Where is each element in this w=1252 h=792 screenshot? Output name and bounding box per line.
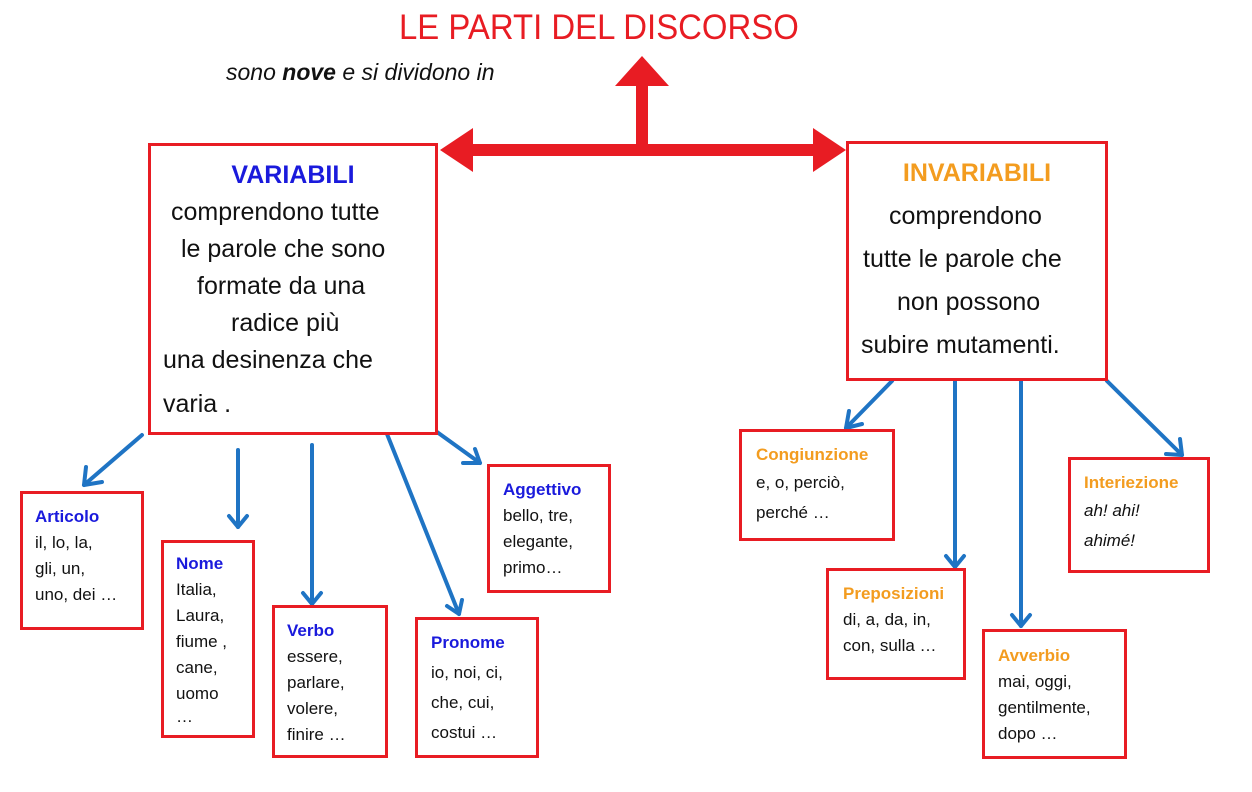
invariabili-box — [846, 141, 1108, 381]
avverbio-example: dopo … — [998, 724, 1058, 743]
congiunzione-heading: Congiunzione — [756, 445, 869, 464]
articolo-example: il, lo, la, — [35, 533, 93, 552]
aggettivo-heading: Aggettivo — [503, 480, 582, 499]
variabili-line: varia . — [163, 390, 232, 418]
nome-heading: Nome — [176, 554, 224, 573]
invariabili-line: non possono — [897, 288, 1041, 316]
variabili-box — [148, 143, 438, 435]
pronome-heading: Pronome — [431, 633, 505, 652]
arrow-to-preposizioni — [946, 381, 964, 567]
avverbio-box — [982, 629, 1127, 759]
congiunzione-example: perché … — [756, 503, 830, 522]
verbo-heading: Verbo — [287, 621, 335, 640]
arrow-to-pronome — [387, 434, 462, 614]
interiezione-box — [1068, 457, 1210, 573]
preposizioni-heading: Preposizioni — [843, 584, 945, 603]
aggettivo-example: primo… — [503, 558, 563, 577]
diagram-title: LE PARTI DEL DISCORSO — [399, 8, 799, 47]
articolo-box — [20, 491, 144, 630]
articolo-heading: Articolo — [35, 507, 100, 526]
variabili-line: le parole che sono — [181, 235, 386, 263]
variabili-line: radice più — [231, 309, 340, 337]
nome-example: uomo — [176, 684, 219, 703]
congiunzione-example: e, o, perciò, — [756, 473, 845, 492]
verbo-example: parlare, — [287, 673, 345, 692]
avverbio-heading: Avverbio — [998, 646, 1071, 665]
invariabili-line: tutte le parole che — [863, 245, 1062, 273]
verbo-box — [272, 605, 388, 758]
preposizioni-example: di, a, da, in, — [843, 610, 931, 629]
arrow-to-articolo — [84, 435, 142, 485]
subtitle-post: e si dividono in — [335, 59, 495, 85]
pronome-box — [415, 617, 539, 758]
invariabili-line: subire mutamenti. — [861, 331, 1060, 359]
nome-example: fiume , — [176, 632, 228, 651]
nome-box — [161, 540, 255, 738]
preposizioni-box — [826, 568, 966, 680]
variabili-line: comprendono tutte — [171, 198, 380, 226]
pronome-example: costui … — [431, 723, 498, 742]
verbo-example: finire … — [287, 725, 346, 744]
variabili-line: formate da una — [197, 272, 366, 300]
arrow-to-congiunzione — [846, 381, 892, 428]
nome-example: cane, — [176, 658, 218, 677]
aggettivo-example: bello, tre, — [503, 506, 573, 525]
invariabili-line: comprendono — [889, 202, 1042, 230]
pronome-example: io, noi, ci, — [431, 663, 503, 682]
interiezione-example: ah! ahi! — [1084, 501, 1140, 520]
arrow-to-verbo — [303, 445, 321, 604]
variabili-line: una desinenza che — [163, 346, 373, 374]
variabili-heading: VARIABILI — [231, 161, 355, 189]
interiezione-example: ahimé! — [1084, 531, 1136, 550]
verbo-example: essere, — [287, 647, 343, 666]
subtitle-pre: sono — [226, 59, 283, 85]
pronome-example: che, cui, — [431, 693, 495, 712]
up-red-arrowhead — [615, 56, 669, 86]
vertical-red-shaft — [636, 84, 648, 152]
horizontal-red-shaft — [470, 144, 816, 156]
avverbio-example: mai, oggi, — [998, 672, 1072, 691]
diagram-subtitle — [226, 59, 495, 86]
interiezione-heading: Interiezione — [1084, 473, 1179, 492]
aggettivo-example: elegante, — [503, 532, 573, 551]
preposizioni-example: con, sulla … — [843, 636, 937, 655]
aggettivo-box — [487, 464, 611, 593]
nome-example: Laura, — [176, 606, 225, 625]
arrow-to-aggettivo — [437, 432, 480, 463]
subtitle-bold: nove — [282, 59, 336, 85]
avverbio-example: gentilmente, — [998, 698, 1091, 717]
invariabili-heading: INVARIABILI — [902, 159, 1052, 187]
arrow-to-interiezione — [1107, 381, 1182, 455]
articolo-example: gli, un, — [35, 559, 86, 578]
red-connector-arrows — [440, 56, 846, 172]
arrow-to-avverbio — [1012, 381, 1030, 626]
left-red-arrowhead — [440, 128, 473, 172]
nome-example: … — [176, 707, 193, 726]
congiunzione-box — [739, 429, 895, 541]
verbo-example: volere, — [287, 699, 339, 718]
right-red-arrowhead — [813, 128, 846, 172]
articolo-example: uno, dei … — [35, 585, 118, 604]
arrow-to-nome — [229, 450, 247, 527]
nome-example: Italia, — [176, 580, 217, 599]
